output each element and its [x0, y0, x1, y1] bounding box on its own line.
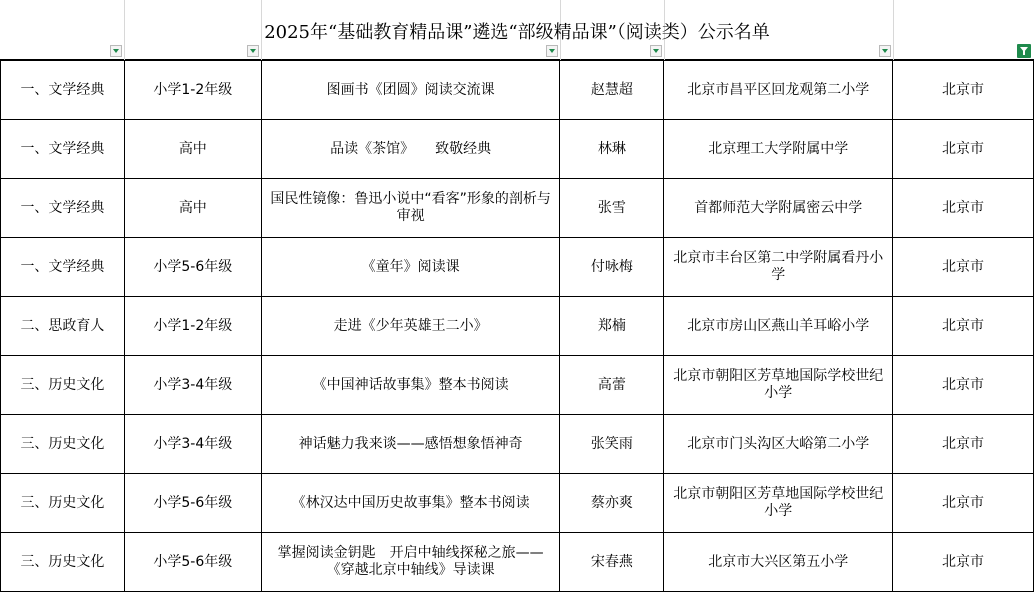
table-row — [1, 415, 1034, 474]
teacher-cell[interactable]: 宋春燕 — [560, 533, 664, 592]
teacher-cell[interactable]: 付咏梅 — [560, 238, 664, 297]
category-cell[interactable]: 一、文学经典 — [1, 61, 125, 120]
category-cell[interactable]: 二、思政育人 — [1, 297, 125, 356]
school-cell[interactable]: 北京市昌平区回龙观第二小学 — [664, 61, 893, 120]
region-cell[interactable]: 北京市 — [893, 415, 1034, 474]
filter-dropdown-icon[interactable] — [650, 45, 662, 57]
lesson-title-cell[interactable]: 走进《少年英雄王二小》 — [261, 297, 560, 356]
school-cell[interactable]: 北京市朝阳区芳草地国际学校世纪小学 — [664, 356, 893, 415]
lesson-title-cell[interactable]: 《林汉达中国历史故事集》整本书阅读 — [261, 474, 560, 533]
lesson-title-cell[interactable]: 国民性镜像：鲁迅小说中“看客”形象的剖析与审视 — [261, 179, 560, 238]
category-cell[interactable]: 一、文学经典 — [1, 120, 125, 179]
grade-cell[interactable]: 小学1-2年级 — [124, 297, 261, 356]
category-cell[interactable]: 一、文学经典 — [1, 238, 125, 297]
table-row — [1, 120, 1034, 179]
table-row — [1, 179, 1034, 238]
lesson-title-cell[interactable]: 掌握阅读金钥匙 开启中轴线探秘之旅——《穿越北京中轴线》导读课 — [261, 533, 560, 592]
school-cell[interactable]: 首都师范大学附属密云中学 — [664, 179, 893, 238]
lesson-title-cell[interactable]: 品读《茶馆》 致敬经典 — [261, 120, 560, 179]
table-row — [1, 61, 1034, 120]
table-row — [1, 533, 1034, 592]
grade-cell[interactable]: 小学5-6年级 — [124, 533, 261, 592]
grade-cell[interactable]: 小学5-6年级 — [124, 474, 261, 533]
lesson-title-cell[interactable]: 神话魅力我来谈——感悟想象悟神奇 — [261, 415, 560, 474]
category-cell[interactable]: 三、历史文化 — [1, 415, 125, 474]
region-cell[interactable]: 北京市 — [893, 120, 1034, 179]
category-cell[interactable]: 三、历史文化 — [1, 533, 125, 592]
table-row — [1, 356, 1034, 415]
sheet-title: 2025年“基础教育精品课”遴选“部级精品课”（阅读类）公示名单 — [264, 22, 770, 43]
region-cell[interactable]: 北京市 — [893, 61, 1034, 120]
lesson-title-cell[interactable]: 《中国神话故事集》整本书阅读 — [261, 356, 560, 415]
title-row — [0, 0, 1034, 60]
grade-cell[interactable]: 小学3-4年级 — [124, 415, 261, 474]
category-cell[interactable]: 三、历史文化 — [1, 474, 125, 533]
region-cell[interactable]: 北京市 — [893, 238, 1034, 297]
school-cell[interactable]: 北京市朝阳区芳草地国际学校世纪小学 — [664, 474, 893, 533]
school-cell[interactable]: 北京市丰台区第二中学附属看丹小学 — [664, 238, 893, 297]
teacher-cell[interactable]: 高蕾 — [560, 356, 664, 415]
school-cell[interactable]: 北京市大兴区第五小学 — [664, 533, 893, 592]
grade-cell[interactable]: 高中 — [124, 120, 261, 179]
region-cell[interactable]: 北京市 — [893, 356, 1034, 415]
data-table — [0, 60, 1034, 592]
filter-dropdown-icon[interactable] — [247, 45, 259, 57]
lesson-title-cell[interactable]: 《童年》阅读课 — [261, 238, 560, 297]
lesson-title-cell[interactable]: 图画书《团圆》阅读交流课 — [261, 61, 560, 120]
region-cell[interactable]: 北京市 — [893, 533, 1034, 592]
region-cell[interactable]: 北京市 — [893, 179, 1034, 238]
filter-dropdown-icon[interactable] — [546, 45, 558, 57]
table-row — [1, 474, 1034, 533]
grade-cell[interactable]: 高中 — [124, 179, 261, 238]
category-cell[interactable]: 一、文学经典 — [1, 179, 125, 238]
teacher-cell[interactable]: 郑楠 — [560, 297, 664, 356]
grade-cell[interactable]: 小学3-4年级 — [124, 356, 261, 415]
region-cell[interactable]: 北京市 — [893, 297, 1034, 356]
teacher-cell[interactable]: 林琳 — [560, 120, 664, 179]
region-cell[interactable]: 北京市 — [893, 474, 1034, 533]
active-filter-icon[interactable] — [1017, 44, 1031, 58]
teacher-cell[interactable]: 蔡亦爽 — [560, 474, 664, 533]
school-cell[interactable]: 北京市门头沟区大峪第二小学 — [664, 415, 893, 474]
filter-dropdown-icon[interactable] — [879, 45, 891, 57]
teacher-cell[interactable]: 张雪 — [560, 179, 664, 238]
filter-dropdown-icon[interactable] — [110, 45, 122, 57]
table-row — [1, 238, 1034, 297]
teacher-cell[interactable]: 赵慧超 — [560, 61, 664, 120]
teacher-cell[interactable]: 张笑雨 — [560, 415, 664, 474]
grade-cell[interactable]: 小学1-2年级 — [124, 61, 261, 120]
grade-cell[interactable]: 小学5-6年级 — [124, 238, 261, 297]
school-cell[interactable]: 北京市房山区燕山羊耳峪小学 — [664, 297, 893, 356]
table-row — [1, 297, 1034, 356]
school-cell[interactable]: 北京理工大学附属中学 — [664, 120, 893, 179]
category-cell[interactable]: 三、历史文化 — [1, 356, 125, 415]
